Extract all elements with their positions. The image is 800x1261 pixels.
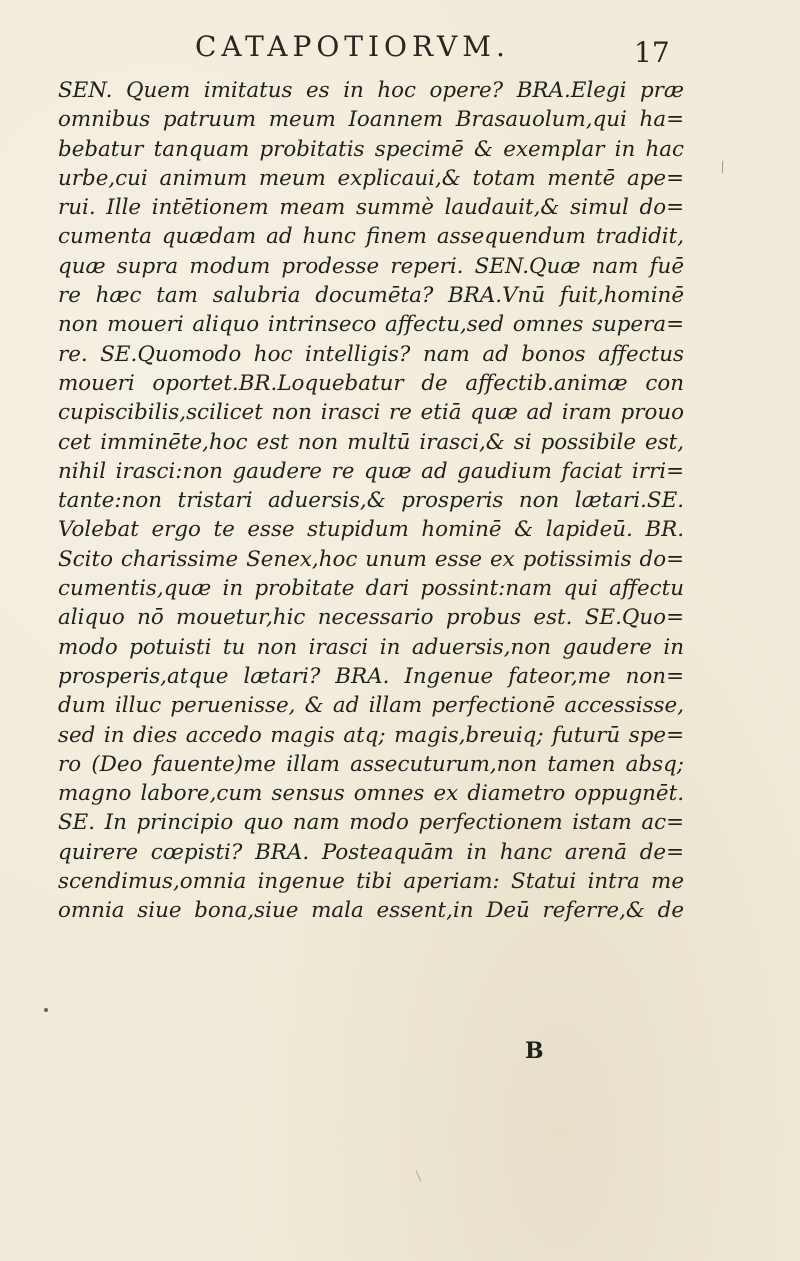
- text-line: quirere cœpisti? BRA. Posteaquām in hanc arenā de=: [58, 839, 684, 865]
- text-line: quæ supra modum prodesse reperi. SEN.Quæ nam fuē: [58, 253, 684, 279]
- text-line: nihil irasci:non gaudere re quæ ad gaudium faciat irri=: [58, 458, 684, 484]
- text-line: aliquo nō mouetur,hic necessario probus est. SE.Quo=: [58, 605, 684, 631]
- text-line: SE. In principio quo nam modo perfectionem istam ac=: [58, 810, 684, 836]
- text-line: Scito charissime Senex,hoc unum esse ex potissimis do=: [58, 546, 684, 572]
- running-title: CATAPOTIORVM.: [195, 30, 510, 63]
- text-line: ro (Deo fauente)me illam assecuturum,non tamen absq;: [58, 751, 684, 777]
- text-line: cet imminēte,hoc est non multū irasci,& si possibile est,: [58, 429, 684, 455]
- marginal-stroke: ⁄: [718, 160, 729, 176]
- text-line: cumenta quædam ad hunc finem assequendum tradidit,: [58, 224, 684, 250]
- text-line: bebatur tanquam probitatis specimē & exemplar in hac: [58, 136, 684, 162]
- text-line: omnia siue bona,siue mala essent,in Deū referre,& de: [58, 898, 684, 924]
- text-line: modo potuisti tu non irasci in aduersis,non gaudere in: [58, 634, 684, 660]
- signature-mark: B: [525, 1038, 544, 1064]
- page-number: 17: [634, 36, 670, 69]
- text-line: dum illuc peruenisse, & ad illam perfectionē accessisse,: [58, 693, 684, 719]
- text-line: non moueri aliquo intrinseco affectu,sed omnes supera=: [58, 312, 684, 338]
- pen-stroke: [416, 1170, 422, 1181]
- text-line: moueri oportet.BR.Loquebatur de affectib.animæ con: [58, 370, 684, 396]
- text-line: rui. Ille intētionem meam summè laudauit,& simul do=: [58, 195, 684, 221]
- text-line: cupiscibilis,scilicet non irasci re etiā quæ ad iram prouo: [58, 400, 684, 426]
- text-line: re hæc tam salubria documēta? BRA.Vnū fuit,hominē: [58, 283, 684, 309]
- text-line: Volebat ergo te esse stupidum hominē & lapideū. BR.: [58, 517, 684, 543]
- text-line: omnibus patruum meum Ioannem Brasauolum,qui ha=: [58, 107, 684, 133]
- text-line: urbe,cui animum meum explicaui,& totam mentē ape=: [58, 165, 684, 191]
- text-line: SEN. Quem imitatus es in hoc opere? BRA.Elegi præ: [58, 78, 684, 103]
- text-block: [58, 76, 684, 926]
- text-line: sed in dies accedo magis atq; magis,breuiq; futurū spe=: [58, 722, 684, 748]
- text-line: scendimus,omnia ingenue tibi aperiam: Statui intra me: [58, 869, 684, 895]
- text-line: cumentis,quæ in probitate dari possint:nam qui affectu: [58, 576, 684, 602]
- margin-dot: [44, 1008, 48, 1012]
- text-line: tante:non tristari aduersis,& prosperis non lætari.SE.: [58, 488, 684, 514]
- text-line: re. SE.Quomodo hoc intelligis? nam ad bonos affectus: [58, 341, 684, 367]
- text-line: prosperis,atque lætari? BRA. Ingenue fateor,me non=: [58, 663, 684, 689]
- text-line: magno labore,cum sensus omnes ex diametro oppugnēt.: [58, 781, 684, 807]
